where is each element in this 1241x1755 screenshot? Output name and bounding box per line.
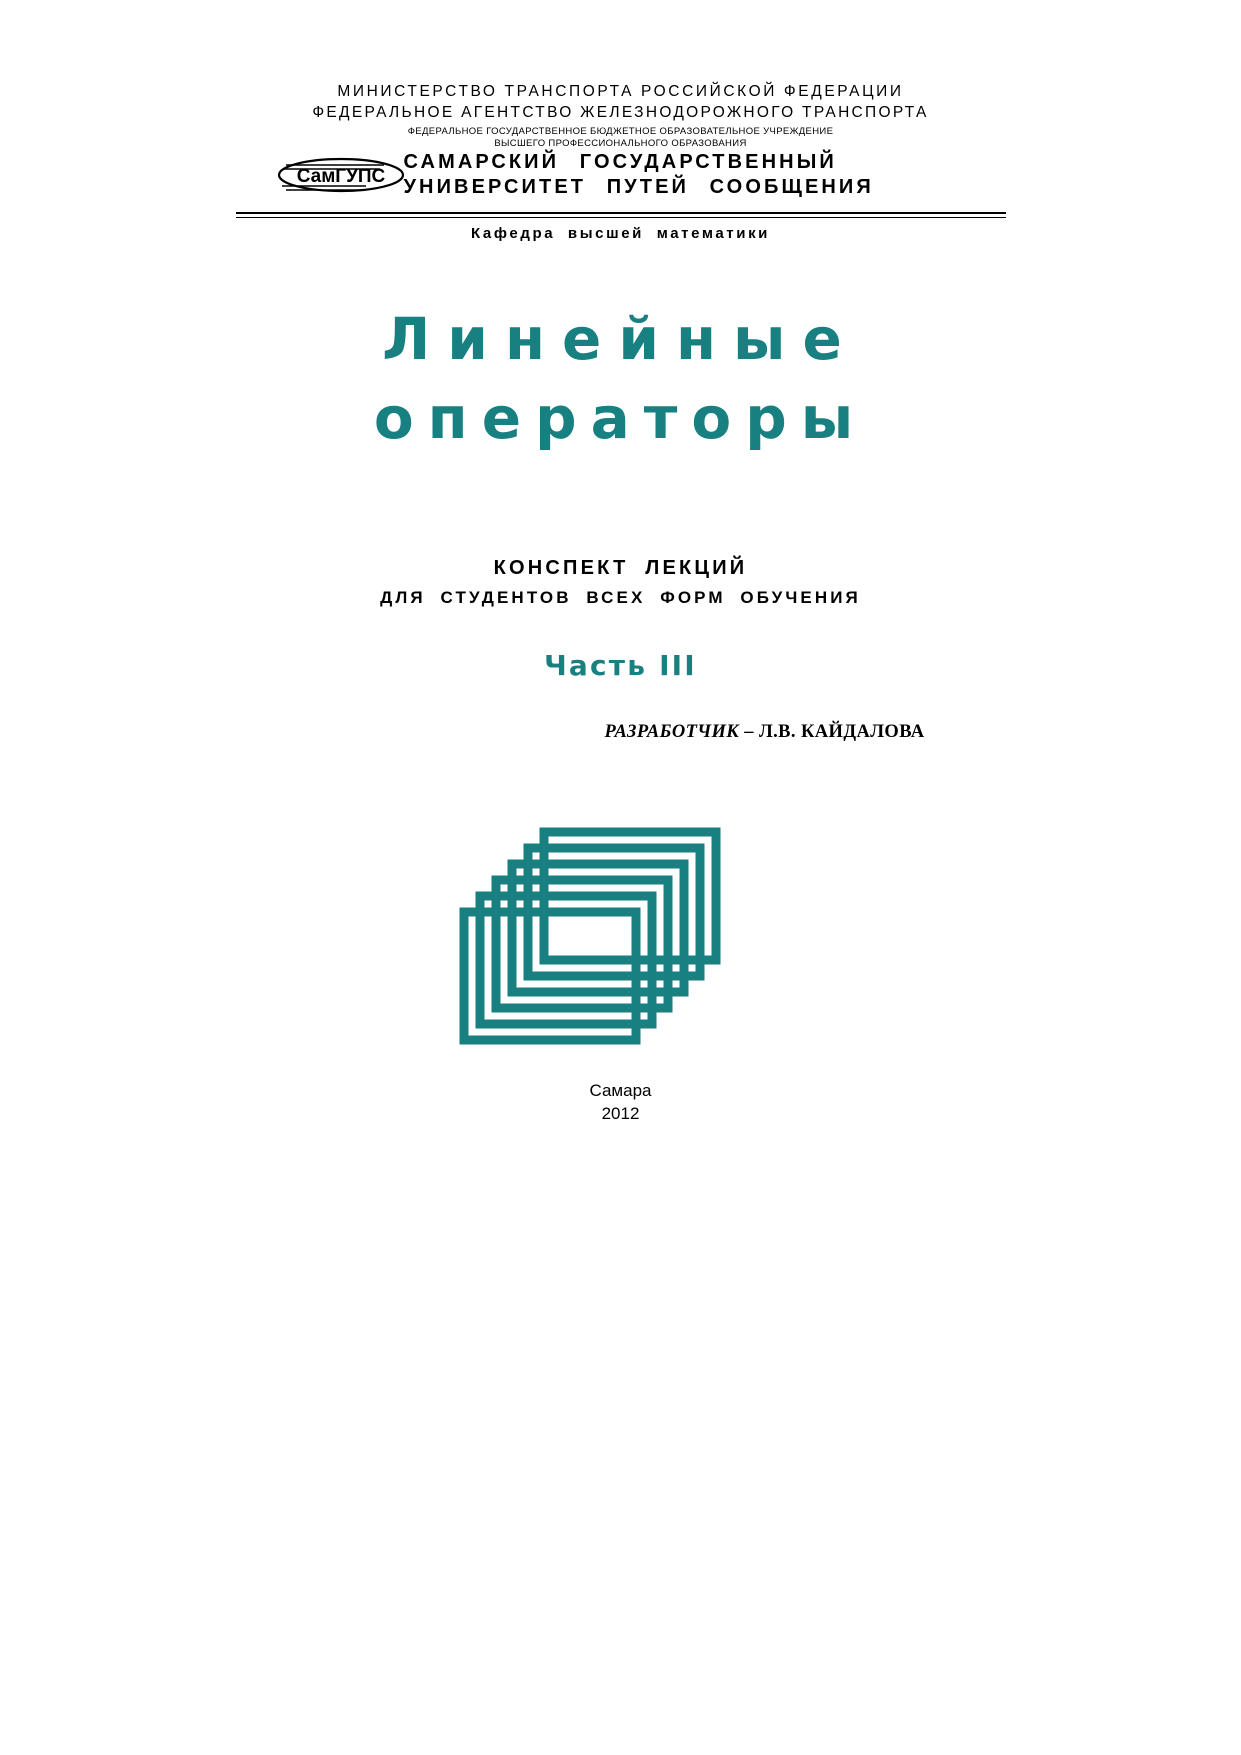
imprint-city: Самара bbox=[589, 1081, 652, 1100]
institution-line-1: ФЕДЕРАЛЬНОЕ ГОСУДАРСТВЕННОЕ БЮДЖЕТНОЕ ОБРАЗОВАТЕЛЬНОЕ УЧРЕЖДЕНИЕ bbox=[407, 125, 834, 137]
university-line-1: САМАРСКИЙ ГОСУДАРСТВЕННЫЙ bbox=[403, 151, 837, 174]
developer-line bbox=[0, 722, 1241, 743]
institution-line-2: ВЫСШЕГО ПРОФЕССИОНАЛЬНОГО ОБРАЗОВАНИЯ bbox=[494, 137, 747, 149]
samgups-logo bbox=[276, 152, 406, 198]
university-line-2: УНИВЕРСИТЕТ ПУТЕЙ СООБЩЕНИЯ bbox=[403, 175, 874, 198]
logo-text: СамГУПС bbox=[296, 166, 385, 188]
subtitle-audience: ДЛЯ СТУДЕНТОВ ВСЕХ ФОРМ ОБУЧЕНИЯ bbox=[380, 588, 861, 607]
subtitle-kind: КОНСПЕКТ ЛЕКЦИЙ bbox=[493, 557, 748, 579]
department-line: Кафедра высшей математики bbox=[470, 225, 771, 243]
developer-name: Л.В. КАЙДАЛОВА bbox=[758, 722, 925, 742]
subtitle-block bbox=[0, 557, 1241, 682]
developer-role: РАЗРАБОТЧИК bbox=[604, 722, 740, 742]
header-rules bbox=[236, 212, 1006, 218]
header-rule-thick bbox=[236, 212, 1006, 214]
emblem-graphic bbox=[0, 822, 1241, 1062]
nested-rectangles-icon bbox=[456, 822, 786, 1062]
title-line-1: Линейные bbox=[382, 305, 859, 373]
university-row bbox=[276, 150, 966, 208]
page-title bbox=[0, 300, 1241, 459]
part-number: Часть III bbox=[544, 649, 697, 682]
header-rule-thin bbox=[236, 217, 1006, 218]
imprint bbox=[0, 1080, 1241, 1126]
imprint-year: 2012 bbox=[601, 1103, 640, 1123]
ministry-line: МИНИСТЕРСТВО ТРАНСПОРТА РОССИЙСКОЙ ФЕДЕРАЦИИ bbox=[337, 83, 904, 100]
document-header bbox=[0, 82, 1241, 242]
title-line-2: операторы bbox=[373, 384, 868, 453]
developer-dash: – bbox=[739, 722, 759, 742]
agency-line: ФЕДЕРАЛЬНОЕ АГЕНТСТВО ЖЕЛЕЗНОДОРОЖНОГО ТРАНСПОРТА bbox=[312, 103, 929, 121]
